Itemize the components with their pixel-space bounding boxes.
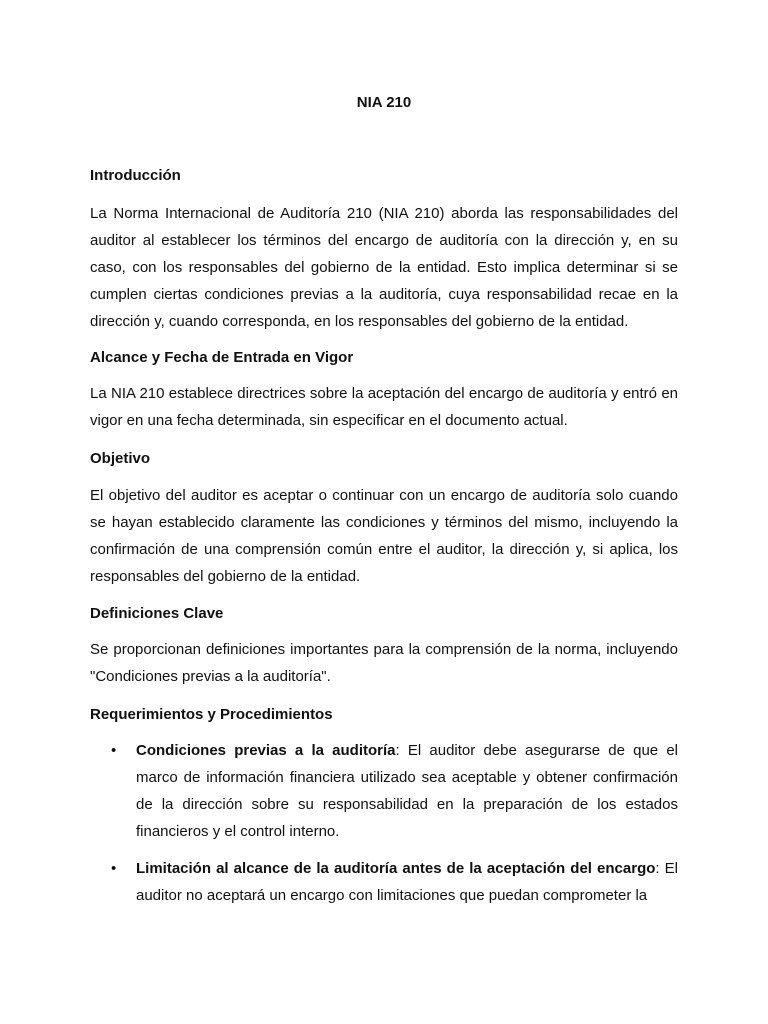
heading-requerimientos: Requerimientos y Procedimientos — [90, 706, 333, 723]
bullet-icon: • — [111, 742, 117, 759]
requirements-list — [90, 737, 678, 919]
heading-introduccion: Introducción — [90, 167, 181, 184]
paragraph-alcance: La NIA 210 establece directrices sobre la aceptación del encargo de auditoría y entró en vigor en una fecha determinada, sin especificar en el documento actual. — [90, 385, 678, 429]
bullet-text: : El auditor debe asegurarse de que el marco de información financiera utilizado sea aceptable y obtener confirmación de la dirección sobre su responsabilidad en la preparación de los estados financieros y el control interno. — [136, 742, 678, 840]
heading-objetivo: Objetivo — [90, 450, 151, 467]
paragraph-objetivo: El objetivo del auditor es aceptar o continuar con un encargo de auditoría solo cuando se hayan establecido claramente las condiciones y términos del mismo, incluyendo la confirmación de una comprensión común entre el auditor, la dirección y, si aplica, los responsables del gobierno de la entidad. — [90, 487, 678, 585]
heading-definiciones: Definiciones Clave — [90, 605, 224, 622]
document-title: NIA 210 — [356, 94, 412, 111]
heading-alcance: Alcance y Fecha de Entrada en Vigor — [90, 349, 354, 366]
list-item — [90, 737, 678, 845]
bullet-text: : El auditor no aceptará un encargo con limitaciones que puedan comprometer la — [136, 860, 678, 904]
paragraph-introduccion: La Norma Internacional de Auditoría 210 (NIA 210) aborda las responsabilidades del auditor al establecer los términos del encargo de auditoría con la dirección y, en su caso, con los responsables del gobierno de la entidad. Esto implica determinar si se cumplen ciertas condiciones previas a la auditoría, cuya responsabilidad recae en la dirección y, cuando corresponda, en los responsables del gobierno de la entidad. — [90, 205, 678, 330]
list-item — [90, 855, 678, 909]
paragraph-definiciones: Se proporcionan definiciones importantes para la comprensión de la norma, incluyendo "Condiciones previas a la auditoría". — [90, 641, 678, 685]
bullet-term: Limitación al alcance de la auditoría antes de la aceptación del encargo — [136, 860, 656, 877]
bullet-term: Condiciones previas a la auditoría — [136, 742, 396, 759]
bullet-icon: • — [111, 860, 117, 877]
